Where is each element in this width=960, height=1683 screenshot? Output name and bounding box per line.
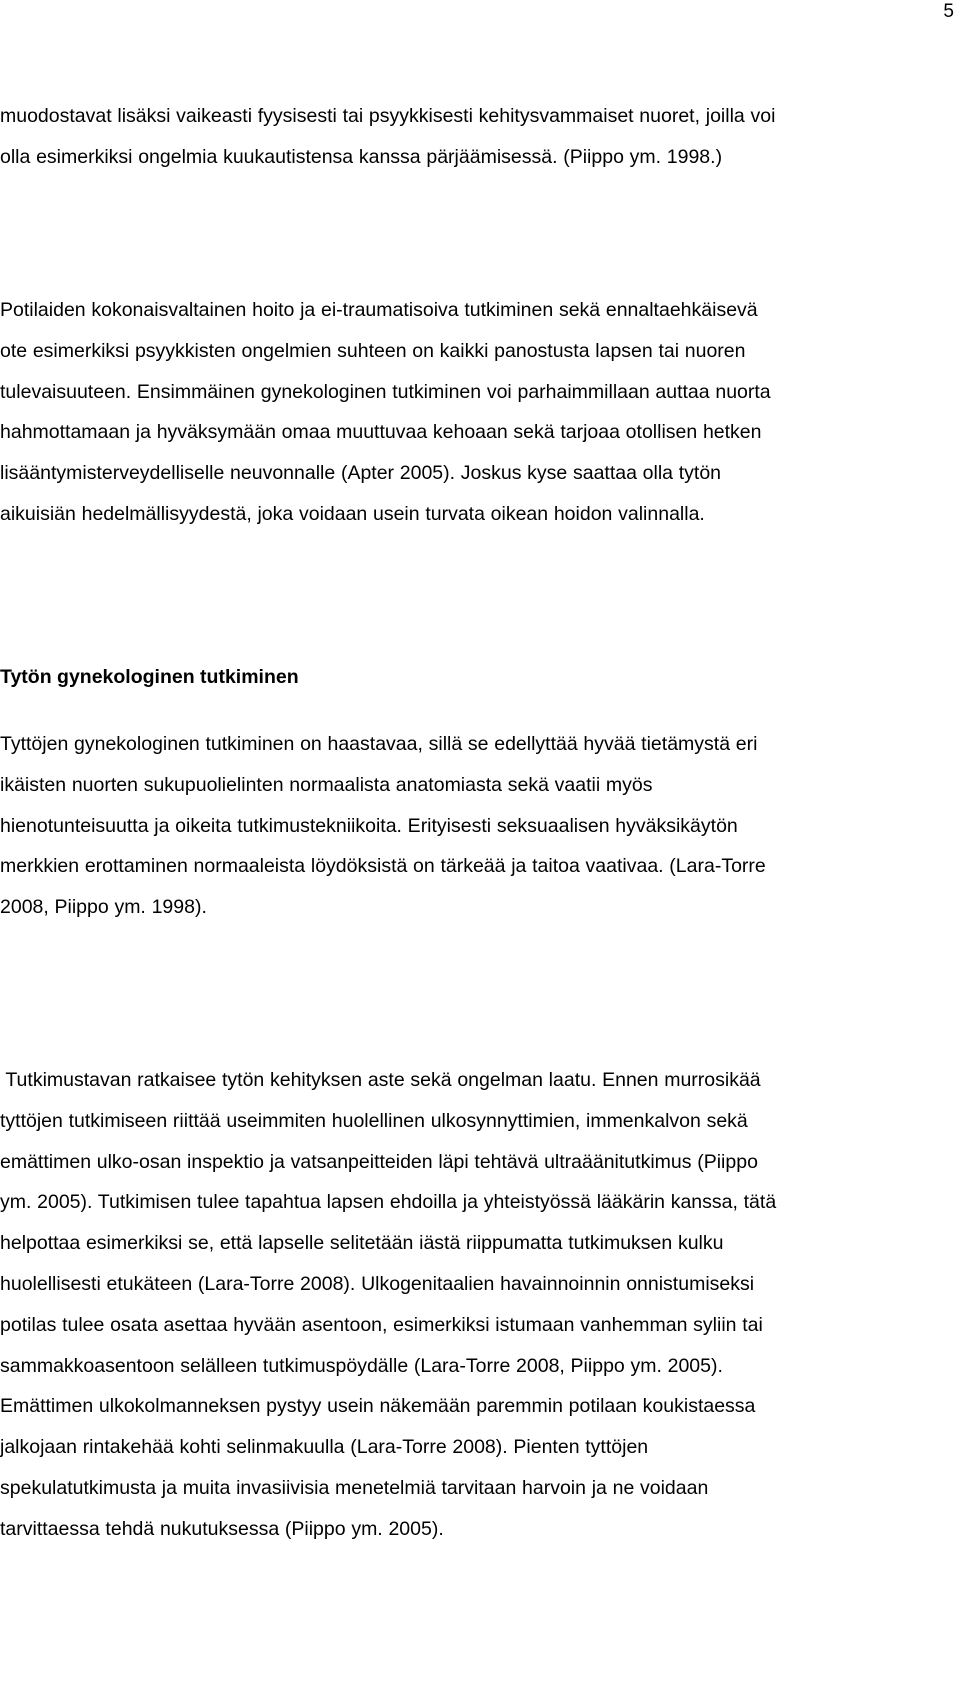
text-line: hienotunteisuutta ja oikeita tutkimustekniikoita. Erityisesti seksuaalisen hyväksikäytön [0, 814, 738, 837]
paragraph-2 [0, 290, 932, 535]
text-line: helpottaa esimerkiksi se, että lapselle selitetään iästä riippumatta tutkimuksen kulku [0, 1232, 724, 1255]
text-line: spekulatutkimusta ja muita invasiivisia menetelmiä tarvitaan harvoin ja ne voidaan [0, 1476, 709, 1499]
text-line: huolellisesti etukäteen (Lara-Torre 2008). Ulkogenitaalien havainnoinnin onnistumiseksi [0, 1272, 755, 1295]
text-line: ikäisten nuorten sukupuolielinten normaalista anatomiasta sekä vaatii myös [0, 773, 653, 796]
text-line: Tyttöjen gynekologinen tutkiminen on haastavaa, sillä se edellyttää hyvää tietämystä eri [0, 733, 758, 755]
page-number: 5 [943, 1, 954, 22]
paragraph-3 [0, 724, 932, 928]
text-line: tulevaisuuteen. Ensimmäinen gynekologinen tutkiminen voi parhaimmillaan auttaa nuorta [0, 380, 771, 403]
text-line: 2008, Piippo ym. 1998). [0, 896, 207, 919]
section-heading: Tytön gynekologinen tutkiminen [0, 666, 299, 688]
text-line: muodostavat lisäksi vaikeasti fyysisesti tai psyykkisesti kehitysvammaiset nuoret, joilla voi [0, 105, 776, 127]
text-line: Potilaiden kokonaisvaltainen hoito ja ei-traumatisoiva tutkiminen sekä ennaltaehkäisevä [0, 299, 758, 321]
text-line: tyttöjen tutkimiseen riittää useimmiten huolellinen ulkosynnyttimien, immenkalvon sekä [0, 1109, 748, 1132]
text-line: jalkojaan rintakehää kohti selinmakuulla (Lara-Torre 2008). Pienten tyttöjen [0, 1436, 649, 1459]
text-line: lisääntymisterveydelliselle neuvonnalle (Apter 2005). Joskus kyse saattaa olla tytön [0, 462, 722, 485]
text-line: ym. 2005). Tutkimisen tulee tapahtua lapsen ehdoilla ja yhteistyössä lääkärin kanssa, tätä [0, 1191, 777, 1214]
text-line: merkkien erottaminen normaaleista löydöksistä on tärkeää ja taitoa vaativaa. (Lara-Torre [0, 855, 766, 878]
text-line: potilas tulee osata asettaa hyvään asentoon, esimerkiksi istumaan vanhemman syliin tai [0, 1313, 763, 1336]
text-line: tarvittaessa tehdä nukutuksessa (Piippo ym. 2005). [0, 1517, 444, 1540]
text-line: emättimen ulko-osan inspektio ja vatsanpeitteiden läpi tehtävä ultraäänitutkimus (Piippo [0, 1150, 758, 1173]
text-line: aikuisiän hedelmällisyydestä, joka voidaan usein turvata oikean hoidon valinnalla. [0, 502, 705, 525]
text-line: sammakkoasentoon selälleen tutkimuspöydälle (Lara-Torre 2008, Piippo ym. 2005). [0, 1354, 723, 1377]
text-line: ote esimerkiksi psyykkisten ongelmien suhteen on kaikki panostusta lapsen tai nuoren [0, 339, 746, 362]
text-line: Emättimen ulkokolmanneksen pystyy usein näkemään paremmin potilaan koukistaessa [0, 1395, 756, 1418]
text-line: hahmottamaan ja hyväksymään omaa muuttuvaa kehoaan sekä tarjoaa otollisen hetken [0, 421, 762, 444]
text-line: Tutkimustavan ratkaisee tytön kehityksen aste sekä ongelman laatu. Ennen murrosikää [0, 1069, 761, 1091]
paragraph-4 [0, 1060, 932, 1550]
text-line: olla esimerkiksi ongelmia kuukautistensa kanssa pärjäämisessä. (Piippo ym. 1998.) [0, 145, 723, 168]
paragraph-1 [0, 96, 932, 178]
